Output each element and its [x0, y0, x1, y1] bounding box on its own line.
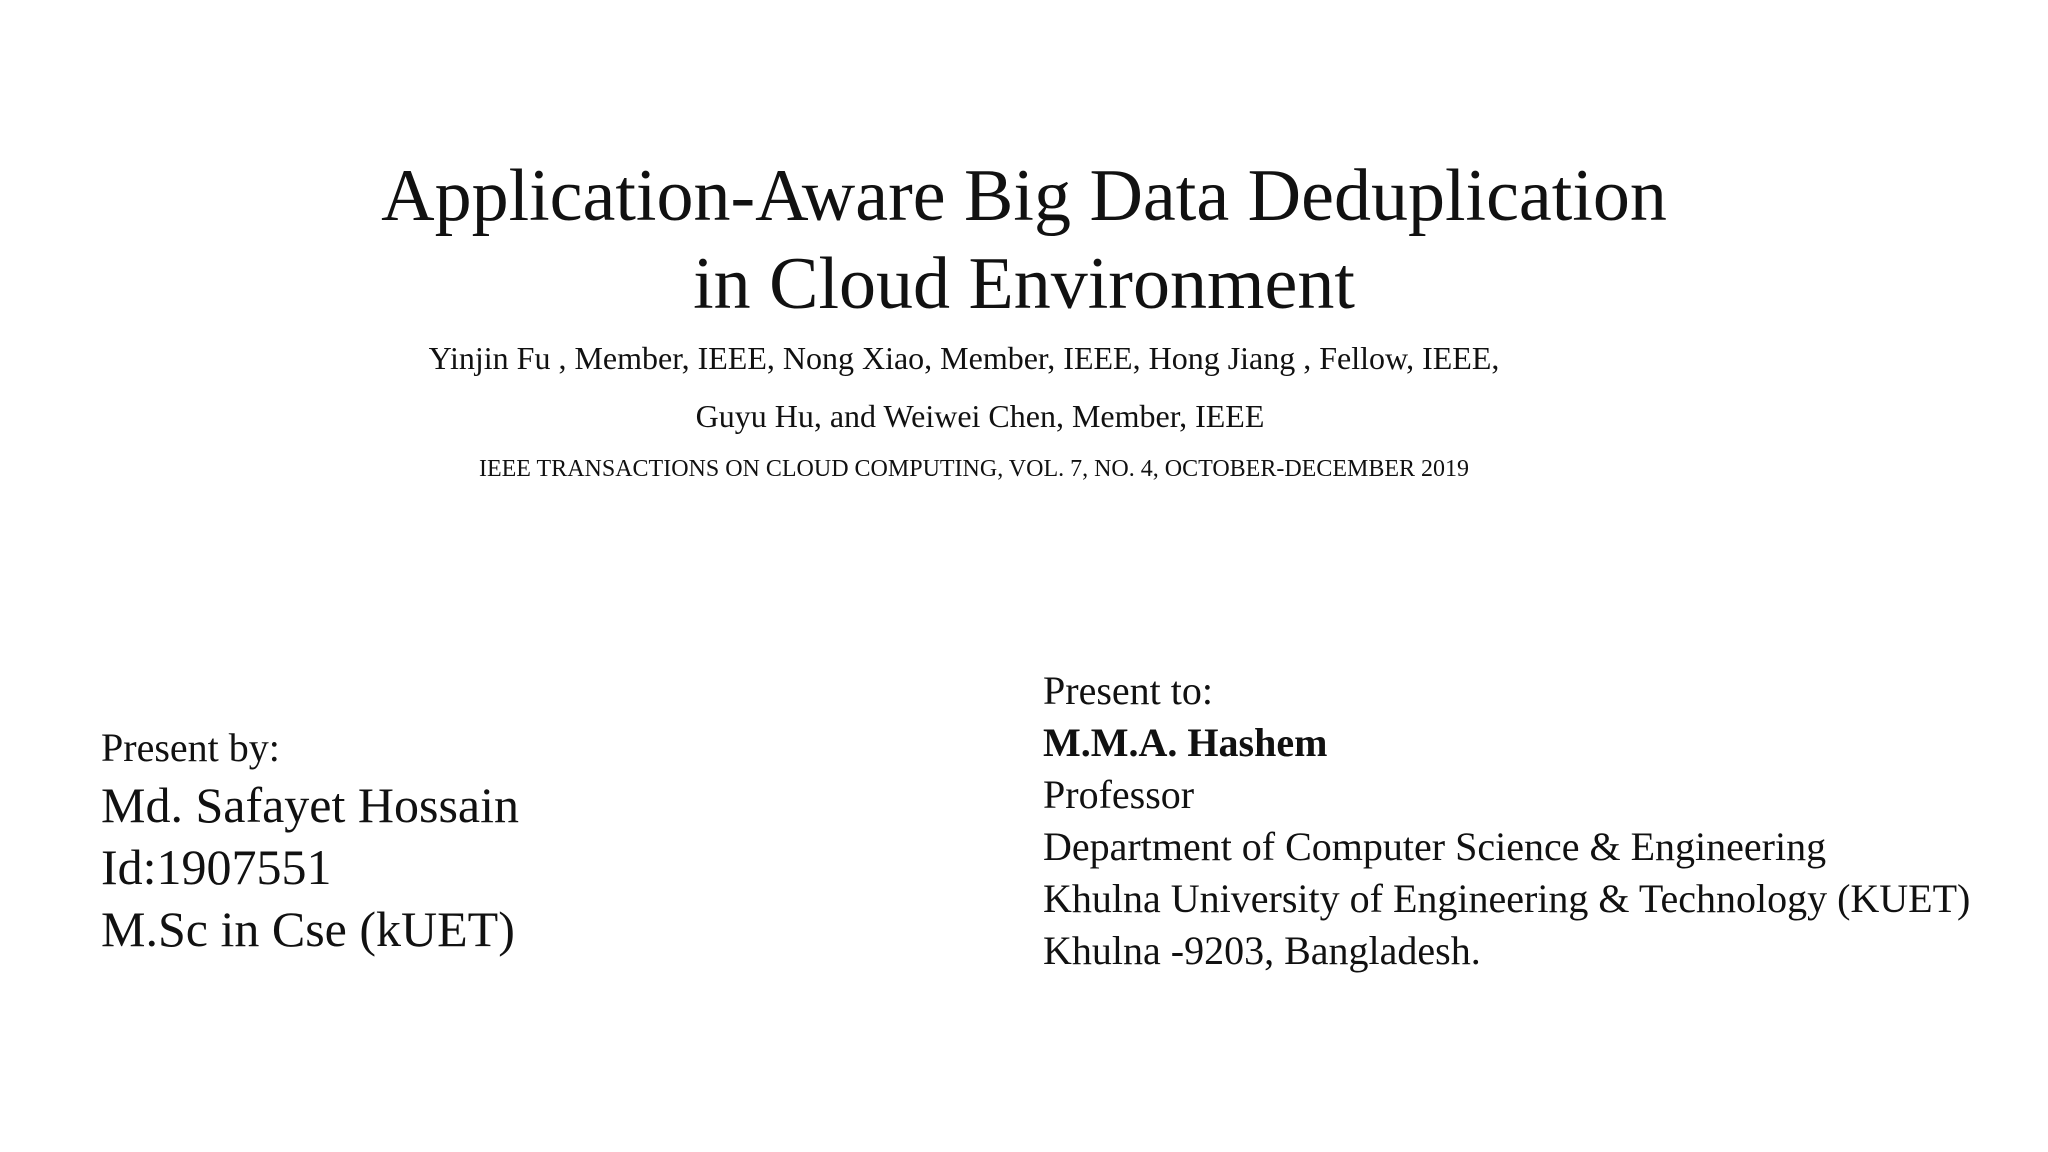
title-line-2: in Cloud Environment [693, 243, 1355, 325]
journal-citation: IEEE TRANSACTIONS ON CLOUD COMPUTING, VOL. 7, NO. 4, OCTOBER-DECEMBER 2019 [478, 456, 1470, 482]
presenter-id: Id:1907551 [101, 839, 332, 895]
authors-line-1: Yinjin Fu , Member, IEEE, Nong Xiao, Member, IEEE, Hong Jiang , Fellow, IEEE, [428, 340, 1500, 376]
authors-line-2: Guyu Hu, and Weiwei Chen, Member, IEEE [695, 398, 1265, 434]
presenter-degree: M.Sc in Cse (kUET) [101, 901, 515, 957]
recipient-department: Department of Computer Science & Engineering [1043, 824, 1827, 869]
title-line-1: Application-Aware Big Data Deduplication [381, 155, 1667, 237]
recipient-name: M.M.A. Hashem [1043, 720, 1328, 765]
paper-title [0, 152, 2048, 328]
recipient-label: Present to: [1043, 668, 1213, 713]
presenter-label: Present by: [101, 725, 280, 770]
recipient-university: Khulna University of Engineering & Technology (KUET) [1043, 876, 1971, 921]
presenter-name: Md. Safayet Hossain [101, 777, 519, 833]
presenter-block [101, 722, 519, 960]
recipient-position: Professor [1043, 772, 1195, 817]
recipient-address: Khulna -9203, Bangladesh. [1043, 928, 1481, 973]
recipient-block [1043, 665, 1970, 977]
